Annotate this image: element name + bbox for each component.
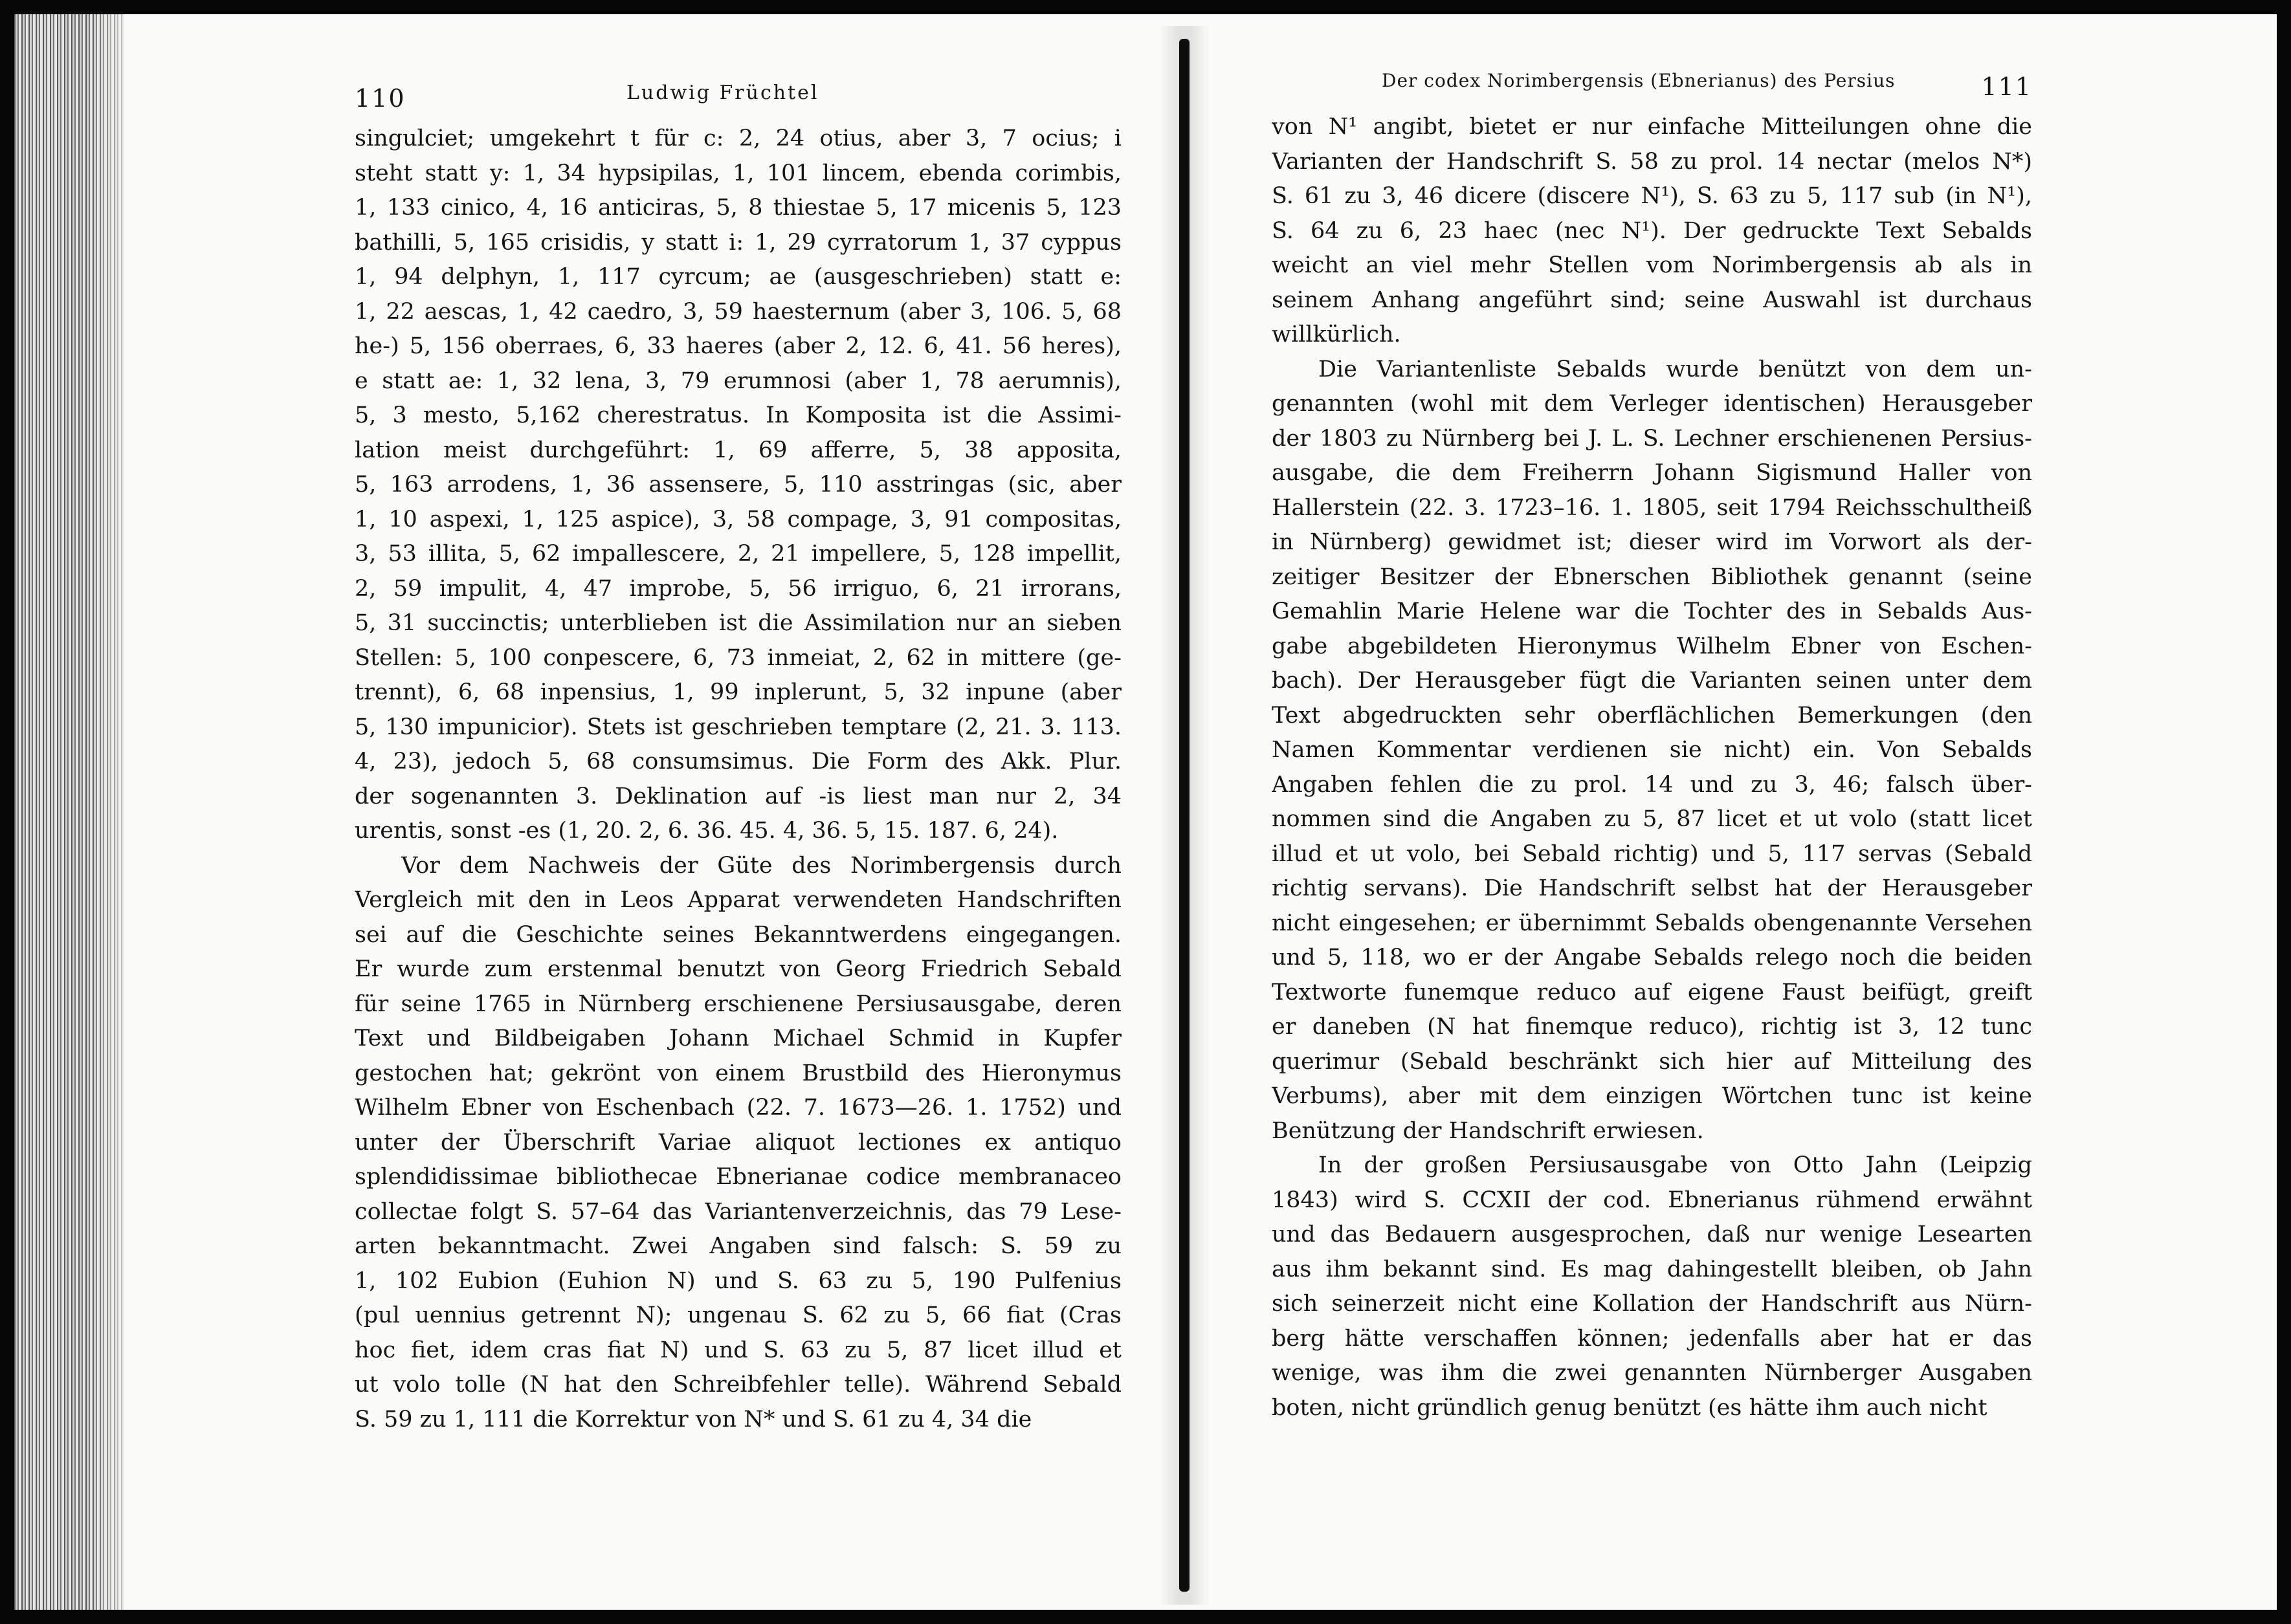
text-line: willkürlich.: [1272, 322, 1401, 347]
article-heading: Der codex Norimbergensis (Ebnerianus) des Persius: [1382, 70, 1896, 91]
paragraph: [1272, 353, 2032, 1149]
text-line: 5, 31 succinctis; unterblieben ist die Assimilation nur an sieben: [355, 610, 1122, 636]
text-line: Textworte funemque reduco auf eigene Faust beifügt, greift: [1272, 979, 2032, 1005]
text-line: Hallerstein (22. 3. 1723–16. 1. 1805, seit 1794 Reichsschultheiß: [1272, 494, 2032, 521]
paragraph: [1272, 110, 2032, 353]
page-number: 110: [355, 84, 406, 113]
text-line: S. 59 zu 1, 111 die Korrektur von N* und S. 61 zu 4, 34 die: [355, 1406, 1032, 1432]
text-line: Verbums), aber mit dem einzigen Wörtchen tunc ist keine: [1272, 1083, 2032, 1109]
text-line: für seine 1765 in Nürnberg erschienene Persiusausgabe, deren: [355, 991, 1122, 1017]
text-line: Namen Kommentar verdienen sie nicht) ein. Von Sebalds: [1272, 737, 2032, 763]
text-line: gestochen hat; gekrönt von einem Brustbild des Hieronymus: [355, 1060, 1122, 1086]
text-line: 1, 102 Eubion (Euhion N) und S. 63 zu 5, 190 Pulfenius: [355, 1267, 1122, 1294]
text-line: Gemahlin Marie Helene war die Tochter des in Sebalds Aus-: [1272, 598, 2032, 624]
author-heading: Ludwig Früchtel: [626, 82, 819, 104]
text-line: ausgabe, die dem Freiherrn Johann Sigismund Haller von: [1272, 460, 2032, 486]
text-line: S. 64 zu 6, 23 haec (nec N¹). Der gedruckte Text Sebalds: [1272, 217, 2032, 244]
text-line: boten, nicht gründlich genug benützt (es hätte ihm auch nicht: [1272, 1394, 1987, 1421]
text-line: 5, 3 mesto, 5,162 cherestratus. In Komposita ist die Assimi-: [355, 402, 1122, 428]
text-line: gabe abgebildeten Hieronymus Wilhelm Ebner von Eschen-: [1272, 633, 2032, 659]
text-line: der sogenannten 3. Deklination auf -is liest man nur 2, 34: [355, 783, 1122, 809]
text-line: Varianten der Handschrift S. 58 zu prol. 14 nectar (melos N*): [1272, 148, 2032, 175]
text-line: Vor dem Nachweis der Güte des Norimbergensis durch: [401, 852, 1122, 879]
text-line: von N¹ angibt, bietet er nur einfache Mitteilungen ohne die: [1272, 114, 2032, 140]
text-line: singulciet; umgekehrt t für c: 2, 24 otius, aber 3, 7 ocius; i: [355, 126, 1122, 151]
book-gutter: [1179, 39, 1190, 1592]
text-line: er daneben (N hat finemque reduco), richtig ist 3, 12 tunc: [1272, 1014, 2032, 1040]
text-line: arten bekanntmacht. Zwei Angaben sind falsch: S. 59 zu: [355, 1233, 1122, 1259]
text-line: 5, 163 arrodens, 1, 36 assensere, 5, 110 asstringas (sic, aber: [355, 472, 1122, 498]
text-line: 1, 22 aescas, 1, 42 caedro, 3, 59 haesternum (aber 3, 106. 5, 68: [355, 298, 1122, 325]
text-line: nommen sind die Angaben zu 5, 87 licet et ut volo (statt licet: [1272, 806, 2032, 832]
text-line: 2, 59 impulit, 4, 47 improbe, 5, 56 irriguo, 6, 21 irrorans,: [355, 575, 1122, 602]
text-line: (pul uennius getrennt N); ungenau S. 62 zu 5, 66 fiat (Cras: [355, 1302, 1122, 1328]
text-line: in Nürnberg) gewidmet ist; dieser wird im Vorwort als der-: [1272, 529, 2032, 555]
text-line: 5, 130 impunicior). Stets ist geschrieben temptare (2, 21. 3. 113.: [355, 714, 1122, 740]
text-line: illud et ut volo, bei Sebald richtig) und 5, 117 servas (Sebald: [1272, 840, 2032, 867]
text-line: splendidissimae bibliothecae Ebnerianae codice membranaceo: [355, 1164, 1122, 1190]
left-body-text: [355, 122, 1122, 1437]
text-line: In der großen Persiusausgabe von Otto Jahn (Leipzig: [1318, 1152, 2032, 1178]
paragraph: [1272, 1148, 2032, 1425]
text-line: Vergleich mit den in Leos Apparat verwendeten Handschriften: [355, 887, 1122, 913]
text-line: sei auf die Geschichte seines Bekanntwerdens eingegangen.: [355, 921, 1122, 948]
text-line: seinem Anhang angeführt sind; seine Auswahl ist durchaus: [1272, 287, 2032, 313]
paragraph: [355, 849, 1122, 1438]
text-line: Benützung der Handschrift erwiesen.: [1272, 1117, 1704, 1144]
text-line: sich seinerzeit nicht eine Kollation der Handschrift aus Nürn-: [1272, 1291, 2032, 1317]
right-body-text: [1272, 110, 2032, 1425]
text-line: berg hätte verschaffen können; jedenfalls aber hat er das: [1272, 1325, 2032, 1352]
text-line: trennt), 6, 68 inpensius, 1, 99 inplerunt, 5, 32 inpune (aber: [355, 679, 1122, 705]
text-line: wenige, was ihm die zwei genannten Nürnberger Ausgaben: [1272, 1360, 2032, 1386]
text-line: Text abgedruckten sehr oberflächlichen Bemerkungen (den: [1272, 702, 2032, 729]
left-page: [355, 76, 1122, 1437]
text-line: Text und Bildbeigaben Johann Michael Schmid in Kupfer: [355, 1026, 1122, 1051]
text-line: richtig servans). Die Handschrift selbst hat der Herausgeber: [1272, 875, 2032, 901]
text-line: bach). Der Herausgeber fügt die Varianten seinen unter dem: [1272, 668, 2032, 694]
text-line: 1, 10 aspexi, 1, 125 aspice), 3, 58 compage, 3, 91 compositas,: [355, 506, 1122, 532]
text-line: 1843) wird S. CCXII der cod. Ebnerianus rühmend erwähnt: [1272, 1187, 2032, 1213]
text-line: 4, 23), jedoch 5, 68 consumsimus. Die Form des Akk. Plur.: [355, 749, 1122, 774]
text-line: hoc fiet, idem cras fiat N) und S. 63 zu 5, 87 licet illud et: [355, 1337, 1122, 1363]
right-page: [1272, 65, 2032, 1425]
text-line: querimur (Sebald beschränkt sich hier auf Mitteilung des: [1272, 1048, 2032, 1075]
paragraph: [355, 122, 1122, 849]
page-number: 111: [1981, 72, 2032, 101]
text-line: Die Variantenliste Sebalds wurde benützt von dem un-: [1318, 356, 2032, 382]
text-line: aus ihm bekannt sind. Es mag dahingestellt bleiben, ob Jahn: [1272, 1256, 2032, 1282]
text-line: S. 61 zu 3, 46 dicere (discere N¹), S. 63 zu 5, 117 sub (in N¹),: [1272, 183, 2032, 209]
text-line: he-) 5, 156 oberraes, 6, 33 haeres (aber 2, 12. 6, 41. 56 heres),: [355, 333, 1122, 359]
text-line: und 5, 118, wo er der Angabe Sebalds relego noch die beiden: [1272, 945, 2032, 971]
text-line: und das Bedauern ausgesprochen, daß nur wenige Lesearten: [1272, 1222, 2032, 1247]
text-line: 3, 53 illita, 5, 62 impallescere, 2, 21 impellere, 5, 128 impellit,: [355, 541, 1122, 567]
left-running-head: [355, 76, 1122, 122]
text-line: genannten (wohl mit dem Verleger identischen) Herausgeber: [1272, 391, 2032, 417]
text-line: weicht an viel mehr Stellen vom Norimbergensis ab als in: [1272, 252, 2032, 278]
book-edge-fade: [91, 14, 142, 1610]
text-line: unter der Überschrift Variae aliquot lectiones ex antiquo: [355, 1129, 1122, 1156]
text-line: steht statt y: 1, 34 hypsipilas, 1, 101 lincem, ebenda corimbis,: [355, 160, 1122, 186]
text-line: Angaben fehlen die zu prol. 14 und zu 3, 46; falsch über-: [1272, 771, 2032, 798]
text-line: lation meist durchgeführt: 1, 69 afferre, 5, 38 apposita,: [355, 437, 1122, 463]
text-line: Stellen: 5, 100 conpescere, 6, 73 inmeiat, 2, 62 in mittere (ge-: [355, 644, 1122, 671]
right-running-head: [1272, 65, 2032, 110]
text-line: urentis, sonst -es (1, 20. 2, 6. 36. 45. 4, 36. 5, 15. 187. 6, 24).: [355, 818, 1059, 844]
text-line: 1, 133 cinico, 4, 16 anticiras, 5, 8 thiestae 5, 17 micenis 5, 123: [355, 195, 1122, 221]
text-line: e statt ae: 1, 32 lena, 3, 79 erumnosi (aber 1, 78 aerumnis),: [355, 368, 1122, 394]
text-line: zeitiger Besitzer der Ebnerschen Bibliothek genannt (seine: [1272, 564, 2032, 590]
text-line: 1, 94 delphyn, 1, 117 cyrcum; ae (ausgeschrieben) statt e:: [355, 264, 1122, 290]
text-line: collectae folgt S. 57–64 das Variantenverzeichnis, das 79 Lese-: [355, 1198, 1122, 1225]
text-line: Er wurde zum erstenmal benutzt von Georg Friedrich Sebald: [355, 956, 1122, 982]
text-line: der 1803 zu Nürnberg bei J. L. S. Lechner erschienenen Persius-: [1272, 425, 2032, 452]
text-line: ut volo tolle (N hat den Schreibfehler telle). Während Sebald: [355, 1372, 1122, 1398]
text-line: bathilli, 5, 165 crisidis, y statt i: 1, 29 cyrratorum 1, 37 cyppus: [355, 229, 1122, 256]
text-line: nicht eingesehen; er übernimmt Sebalds obengenannte Versehen: [1272, 910, 2032, 936]
text-line: Wilhelm Ebner von Eschenbach (22. 7. 1673—26. 1. 1752) und: [355, 1095, 1122, 1121]
